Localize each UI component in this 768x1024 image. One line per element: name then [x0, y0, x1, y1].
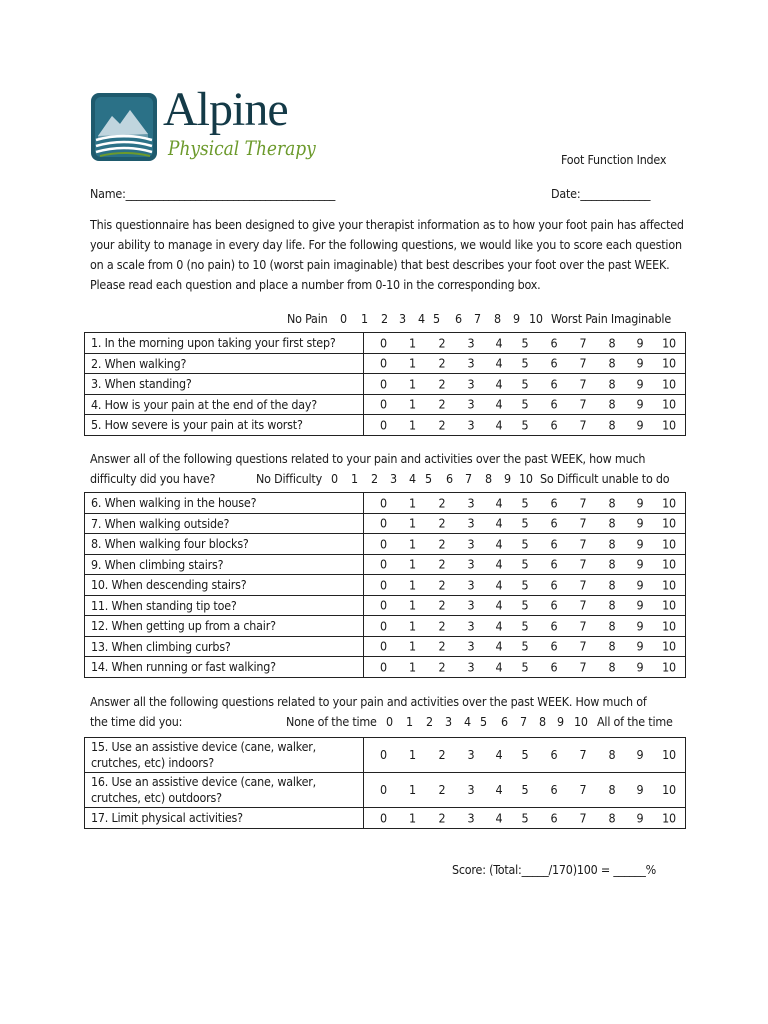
date-field[interactable]: Date:_____________ [551, 186, 651, 201]
scale-option[interactable]: 4 [495, 659, 503, 675]
scale-option[interactable]: 3 [467, 495, 475, 511]
scale-option[interactable]: 8 [608, 396, 616, 412]
scale-option[interactable]: 7 [579, 515, 587, 531]
scale-option[interactable]: 1 [409, 417, 416, 433]
scale-option[interactable]: 3 [467, 396, 475, 412]
scale-option[interactable]: 2 [438, 810, 446, 826]
scale-number: 10 [574, 714, 588, 729]
section3-table [84, 737, 686, 829]
question-label [85, 738, 364, 773]
scale-option[interactable]: 8 [608, 515, 616, 531]
scale-number: 9 [513, 311, 520, 326]
scale-option[interactable]: 5 [521, 618, 529, 634]
scale-option[interactable]: 6 [550, 335, 558, 351]
scale-number: 2 [381, 311, 388, 326]
scale-number: 7 [520, 714, 527, 729]
scale-option[interactable]: 10 [662, 495, 676, 511]
scale-number: 6 [455, 311, 462, 326]
scale-number: 0 [340, 311, 347, 326]
scale-number: 4 [409, 471, 416, 486]
section2-instruction-line2: difficulty did you have? [90, 471, 216, 486]
scale-option[interactable]: 6 [550, 747, 558, 762]
rating-cell[interactable] [364, 808, 686, 829]
scale-option[interactable]: 10 [662, 417, 676, 433]
scale-number: 3 [390, 471, 397, 486]
scale-option[interactable]: 5 [521, 355, 529, 371]
section2-instruction: Answer all of the following questions related to your pain and activities over the past WEEK, how much [90, 451, 646, 466]
question-label-line2: crutches, etc) outdoors? [91, 790, 222, 805]
scale-option[interactable]: 1 [409, 396, 416, 412]
scale-option[interactable]: 10 [662, 515, 676, 531]
scale-number: 8 [539, 714, 546, 729]
scale-number: 10 [529, 311, 543, 326]
scale-option[interactable]: 1 [409, 355, 416, 371]
scale-option[interactable]: 9 [636, 577, 644, 593]
scale-number: 1 [406, 714, 413, 729]
scale-option[interactable]: 8 [608, 376, 616, 392]
section1-scale-header [0, 311, 768, 327]
scale-option[interactable]: 1 [409, 376, 416, 392]
question-row [85, 333, 686, 354]
scale-option[interactable]: 4 [495, 417, 503, 433]
scale-option[interactable]: 7 [579, 597, 587, 613]
section3-instruction-line2: the time did you: [90, 714, 183, 729]
scale-option[interactable]: 10 [662, 638, 676, 654]
scale-option[interactable]: 6 [550, 577, 558, 593]
scale-option[interactable]: 1 [409, 495, 416, 511]
scale-option[interactable]: 9 [636, 495, 644, 511]
scale-number: 9 [504, 471, 511, 486]
scale-option[interactable]: 9 [636, 417, 644, 433]
question-label: 9. When climbing stairs? [85, 554, 364, 575]
scale-option[interactable]: 5 [521, 577, 529, 593]
scale-option[interactable]: 4 [495, 556, 503, 572]
scale-option[interactable]: 1 [409, 782, 416, 797]
scale-option[interactable]: 6 [550, 396, 558, 412]
scale-option[interactable]: 9 [636, 376, 644, 392]
scale-option[interactable]: 6 [550, 515, 558, 531]
scale-option[interactable]: 4 [495, 376, 503, 392]
section3-scale-header [0, 714, 768, 730]
scale-number: 2 [426, 714, 433, 729]
scale-option[interactable]: 5 [521, 747, 529, 762]
scale-number: 9 [557, 714, 564, 729]
scale-option[interactable]: 2 [438, 417, 446, 433]
scale-number: 1 [361, 311, 368, 326]
scale-option[interactable]: 2 [438, 597, 446, 613]
scale-option[interactable]: 2 [438, 376, 446, 392]
scale-option[interactable]: 1 [409, 577, 416, 593]
scale-option[interactable]: 5 [521, 396, 529, 412]
scale-option[interactable]: 8 [608, 417, 616, 433]
logo-tagline: Physical Therapy [168, 136, 316, 160]
scale-option[interactable]: 6 [550, 659, 558, 675]
scale-option[interactable]: 7 [579, 417, 587, 433]
question-row [85, 353, 686, 374]
scale-option[interactable]: 9 [636, 556, 644, 572]
scale-option[interactable]: 8 [608, 355, 616, 371]
scale-option[interactable]: 0 [380, 577, 387, 593]
scale-option[interactable]: 0 [380, 417, 387, 433]
scale-option[interactable]: 5 [521, 597, 529, 613]
question-label: 10. When descending stairs? [85, 575, 364, 596]
question-label: 1. In the morning upon taking your first step? [85, 333, 364, 354]
scale-option[interactable]: 4 [495, 335, 503, 351]
question-row [85, 657, 686, 678]
scale-option[interactable]: 9 [636, 396, 644, 412]
scale-option[interactable]: 6 [550, 556, 558, 572]
scale-option[interactable]: 10 [662, 536, 676, 552]
scale-option[interactable]: 2 [438, 638, 446, 654]
scale-option[interactable]: 2 [438, 782, 446, 797]
scale-option[interactable]: 0 [380, 747, 387, 762]
scale-number: 3 [445, 714, 452, 729]
scale-option[interactable]: 7 [579, 747, 587, 762]
scale-option[interactable]: 6 [550, 597, 558, 613]
scale-option[interactable]: 5 [521, 782, 529, 797]
scale-option[interactable]: 0 [380, 515, 387, 531]
scale-option[interactable]: 1 [409, 515, 416, 531]
scale-option[interactable]: 0 [380, 335, 387, 351]
scale-option[interactable]: 2 [438, 515, 446, 531]
scale-option[interactable]: 4 [495, 747, 503, 762]
scale-option[interactable]: 7 [579, 355, 587, 371]
scale-option[interactable]: 0 [380, 495, 387, 511]
scale-option[interactable]: 9 [636, 782, 644, 797]
scale-option[interactable]: 0 [380, 659, 387, 675]
scale-option[interactable]: 6 [550, 355, 558, 371]
scale-number: 3 [399, 311, 406, 326]
scale-option[interactable]: 9 [636, 515, 644, 531]
scale-option[interactable]: 6 [550, 495, 558, 511]
scale-option[interactable]: 3 [467, 335, 475, 351]
question-label: 3. When standing? [85, 374, 364, 395]
scale-option[interactable]: 6 [550, 810, 558, 826]
scale-option[interactable]: 8 [608, 618, 616, 634]
question-row [85, 415, 686, 436]
scale-option[interactable]: 0 [380, 597, 387, 613]
scale-option[interactable]: 4 [495, 638, 503, 654]
scale-option[interactable]: 9 [636, 747, 644, 762]
question-row [85, 738, 686, 773]
scale-option[interactable]: 6 [550, 618, 558, 634]
scale-option[interactable]: 7 [579, 618, 587, 634]
scale-option[interactable]: 3 [467, 417, 475, 433]
scale-option[interactable]: 4 [495, 536, 503, 552]
scale-option[interactable]: 9 [636, 810, 644, 826]
scale-number: 7 [465, 471, 472, 486]
question-row [85, 374, 686, 395]
question-label: 8. When walking four blocks? [85, 534, 364, 555]
scale-option[interactable]: 8 [608, 577, 616, 593]
question-label: 5. How severe is your pain at its worst? [85, 415, 364, 436]
scale-option[interactable]: 0 [380, 618, 387, 634]
scale-option[interactable]: 1 [409, 747, 416, 762]
question-row [85, 773, 686, 808]
scale-option[interactable]: 5 [521, 659, 529, 675]
question-row [85, 493, 686, 514]
scale-option[interactable]: 1 [409, 659, 416, 675]
question-label: 11. When standing tip toe? [85, 595, 364, 616]
scale-low-label: No Difficulty [256, 471, 322, 486]
rating-cell[interactable] [364, 738, 686, 773]
scale-option[interactable]: 2 [438, 335, 446, 351]
scale-option[interactable]: 0 [380, 556, 387, 572]
rating-cell[interactable] [364, 554, 686, 575]
question-row [85, 554, 686, 575]
scale-number: 1 [351, 471, 358, 486]
scale-option[interactable]: 4 [495, 810, 503, 826]
section3-instruction: Answer all the following questions related to your pain and activities over the past WEEK. How much of [90, 694, 647, 709]
scale-option[interactable]: 10 [662, 376, 676, 392]
rating-cell[interactable] [364, 534, 686, 555]
question-label-line1: 15. Use an assistive device (cane, walker, [91, 739, 316, 754]
scale-option[interactable]: 4 [495, 597, 503, 613]
name-field[interactable]: Name:_______________________________________ [90, 186, 336, 201]
scale-option[interactable]: 3 [467, 747, 475, 762]
rating-cell[interactable] [364, 616, 686, 637]
scale-option[interactable]: 3 [467, 597, 475, 613]
rating-cell[interactable] [364, 513, 686, 534]
scale-option[interactable]: 3 [467, 782, 475, 797]
scale-high-label: Worst Pain Imaginable [551, 311, 671, 326]
rating-cell[interactable] [364, 657, 686, 678]
scale-option[interactable]: 9 [636, 355, 644, 371]
scale-option[interactable]: 3 [467, 577, 475, 593]
question-row [85, 534, 686, 555]
scale-option[interactable]: 3 [467, 515, 475, 531]
question-row [85, 616, 686, 637]
scale-option[interactable]: 8 [608, 782, 616, 797]
scale-option[interactable]: 8 [608, 536, 616, 552]
scale-option[interactable]: 6 [550, 417, 558, 433]
section2-scale-header [0, 471, 768, 487]
scale-number: 4 [418, 311, 425, 326]
scale-option[interactable]: 8 [608, 495, 616, 511]
scale-option[interactable]: 7 [579, 376, 587, 392]
scale-option[interactable]: 4 [495, 495, 503, 511]
scale-option[interactable]: 6 [550, 638, 558, 654]
scale-low-label: None of the time [286, 714, 377, 729]
scale-option[interactable]: 0 [380, 638, 387, 654]
rating-cell[interactable] [364, 353, 686, 374]
scale-option[interactable]: 1 [409, 536, 416, 552]
scale-option[interactable]: 3 [467, 355, 475, 371]
question-label: 4. How is your pain at the end of the day? [85, 394, 364, 415]
question-label-line2: crutches, etc) indoors? [91, 755, 214, 770]
scale-option[interactable]: 6 [550, 376, 558, 392]
scale-option[interactable]: 6 [550, 782, 558, 797]
question-label: 12. When getting up from a chair? [85, 616, 364, 637]
scale-option[interactable]: 2 [438, 355, 446, 371]
scale-option[interactable]: 5 [521, 638, 529, 654]
scale-option[interactable]: 2 [438, 396, 446, 412]
question-label: 6. When walking in the house? [85, 493, 364, 514]
rating-cell[interactable] [364, 636, 686, 657]
scale-option[interactable]: 5 [521, 810, 529, 826]
question-row [85, 808, 686, 829]
rating-cell[interactable] [364, 394, 686, 415]
scale-option[interactable]: 9 [636, 597, 644, 613]
scale-option[interactable]: 10 [662, 597, 676, 613]
question-row [85, 394, 686, 415]
scale-option[interactable]: 9 [636, 618, 644, 634]
scale-option[interactable]: 7 [579, 556, 587, 572]
scale-number: 5 [480, 714, 487, 729]
scale-option[interactable]: 4 [495, 782, 503, 797]
question-label: 7. When walking outside? [85, 513, 364, 534]
scale-number: 7 [474, 311, 481, 326]
scale-number: 6 [446, 471, 453, 486]
scale-number: 6 [501, 714, 508, 729]
question-row [85, 595, 686, 616]
rating-cell[interactable] [364, 575, 686, 596]
scale-number: 0 [331, 471, 338, 486]
scale-option[interactable]: 0 [380, 376, 387, 392]
scale-option[interactable]: 3 [467, 638, 475, 654]
question-label [85, 773, 364, 808]
scale-option[interactable]: 5 [521, 335, 529, 351]
scale-option[interactable]: 7 [579, 577, 587, 593]
scale-option[interactable]: 7 [579, 335, 587, 351]
scale-option[interactable]: 9 [636, 659, 644, 675]
question-label: 2. When walking? [85, 353, 364, 374]
section1-table [84, 332, 686, 436]
scale-number: 8 [494, 311, 501, 326]
scale-option[interactable]: 4 [495, 515, 503, 531]
scale-option[interactable]: 9 [636, 638, 644, 654]
scale-option[interactable]: 8 [608, 556, 616, 572]
scale-number: 5 [425, 471, 432, 486]
rating-cell[interactable] [364, 595, 686, 616]
scale-option[interactable]: 0 [380, 810, 387, 826]
scale-option[interactable]: 8 [608, 638, 616, 654]
scale-option[interactable]: 3 [467, 376, 475, 392]
scale-option[interactable]: 7 [579, 495, 587, 511]
scale-option[interactable]: 9 [636, 335, 644, 351]
scale-option[interactable]: 3 [467, 556, 475, 572]
logo-title: Alpine [163, 83, 288, 136]
scale-option[interactable]: 2 [438, 577, 446, 593]
scale-option[interactable]: 8 [608, 659, 616, 675]
scale-option[interactable]: 10 [662, 618, 676, 634]
document-title: Foot Function Index [561, 152, 667, 167]
section2-table [84, 492, 686, 678]
scale-option[interactable]: 10 [662, 355, 676, 371]
scale-option[interactable]: 7 [579, 396, 587, 412]
scale-option[interactable]: 4 [495, 355, 503, 371]
question-row [85, 513, 686, 534]
scale-option[interactable]: 10 [662, 577, 676, 593]
scale-option[interactable]: 2 [438, 618, 446, 634]
scale-option[interactable]: 5 [521, 495, 529, 511]
scale-option[interactable]: 3 [467, 810, 475, 826]
rating-cell[interactable] [364, 773, 686, 808]
scale-option[interactable]: 8 [608, 747, 616, 762]
question-row [85, 575, 686, 596]
scale-option[interactable]: 3 [467, 536, 475, 552]
question-label-line1: 17. Limit physical activities? [91, 810, 243, 826]
scale-option[interactable]: 7 [579, 659, 587, 675]
scale-option[interactable]: 4 [495, 577, 503, 593]
scale-option[interactable]: 0 [380, 536, 387, 552]
question-row [85, 636, 686, 657]
scale-option[interactable]: 9 [636, 536, 644, 552]
scale-option[interactable]: 10 [662, 782, 676, 797]
scale-option[interactable]: 0 [380, 782, 387, 797]
scale-option[interactable]: 1 [409, 556, 416, 572]
question-label: 13. When climbing curbs? [85, 636, 364, 657]
scale-option[interactable]: 5 [521, 515, 529, 531]
scale-number: 2 [371, 471, 378, 486]
scale-option[interactable]: 1 [409, 810, 416, 826]
scale-option[interactable]: 0 [380, 396, 387, 412]
scale-option[interactable]: 2 [438, 536, 446, 552]
scale-option[interactable]: 10 [662, 396, 676, 412]
scale-option[interactable]: 4 [495, 396, 503, 412]
scale-option[interactable]: 2 [438, 747, 446, 762]
intro-paragraph: This questionnaire has been designed to give your therapist information as to how your foot pain has affected your ability to manage in every day life. For the following questions, we would like you to score each question on a scale from 0 (no pain) to 10 (worst pain imaginable) that best describes your foot over the past WEEK. Please read each question and place a number from 0-10 in the corresponding box. [90, 217, 684, 292]
scale-option[interactable]: 3 [467, 659, 475, 675]
scale-option[interactable]: 3 [467, 618, 475, 634]
scale-option[interactable]: 6 [550, 536, 558, 552]
question-label [85, 808, 364, 829]
scale-option[interactable]: 1 [409, 597, 416, 613]
scale-option[interactable]: 1 [409, 638, 416, 654]
scale-option[interactable]: 7 [579, 810, 587, 826]
rating-cell[interactable] [364, 415, 686, 436]
scale-option[interactable]: 2 [438, 556, 446, 572]
scale-option[interactable]: 8 [608, 335, 616, 351]
scale-option[interactable]: 5 [521, 556, 529, 572]
scale-low-label: No Pain [287, 311, 328, 326]
scale-option[interactable]: 0 [380, 355, 387, 371]
scale-number: 0 [386, 714, 393, 729]
scale-option[interactable]: 8 [608, 597, 616, 613]
scale-option[interactable]: 10 [662, 747, 676, 762]
scale-option[interactable]: 8 [608, 810, 616, 826]
scale-option[interactable]: 4 [495, 618, 503, 634]
scale-number: 5 [433, 311, 440, 326]
scale-option[interactable]: 2 [438, 659, 446, 675]
scale-option[interactable]: 10 [662, 659, 676, 675]
scale-option[interactable]: 7 [579, 536, 587, 552]
rating-cell[interactable] [364, 374, 686, 395]
scale-option[interactable]: 7 [579, 782, 587, 797]
scale-option[interactable]: 5 [521, 417, 529, 433]
scale-option[interactable]: 7 [579, 638, 587, 654]
scale-number: 10 [519, 471, 533, 486]
rating-cell[interactable] [364, 493, 686, 514]
scale-option[interactable]: 10 [662, 335, 676, 351]
scale-number: 8 [485, 471, 492, 486]
scale-high-label: All of the time [597, 714, 673, 729]
scale-option[interactable]: 1 [409, 618, 416, 634]
scale-option[interactable]: 2 [438, 495, 446, 511]
score-line[interactable]: Score: (Total:_____/170)100 = ______% [452, 862, 656, 877]
scale-option[interactable]: 10 [662, 810, 676, 826]
scale-option[interactable]: 5 [521, 536, 529, 552]
scale-option[interactable]: 5 [521, 376, 529, 392]
scale-option[interactable]: 1 [409, 335, 416, 351]
scale-number: 4 [464, 714, 471, 729]
question-label-line1: 16. Use an assistive device (cane, walker, [91, 774, 316, 789]
scale-option[interactable]: 10 [662, 556, 676, 572]
question-label: 14. When running or fast walking? [85, 657, 364, 678]
scale-high-label: So Difficult unable to do [540, 471, 670, 486]
rating-cell[interactable] [364, 333, 686, 354]
